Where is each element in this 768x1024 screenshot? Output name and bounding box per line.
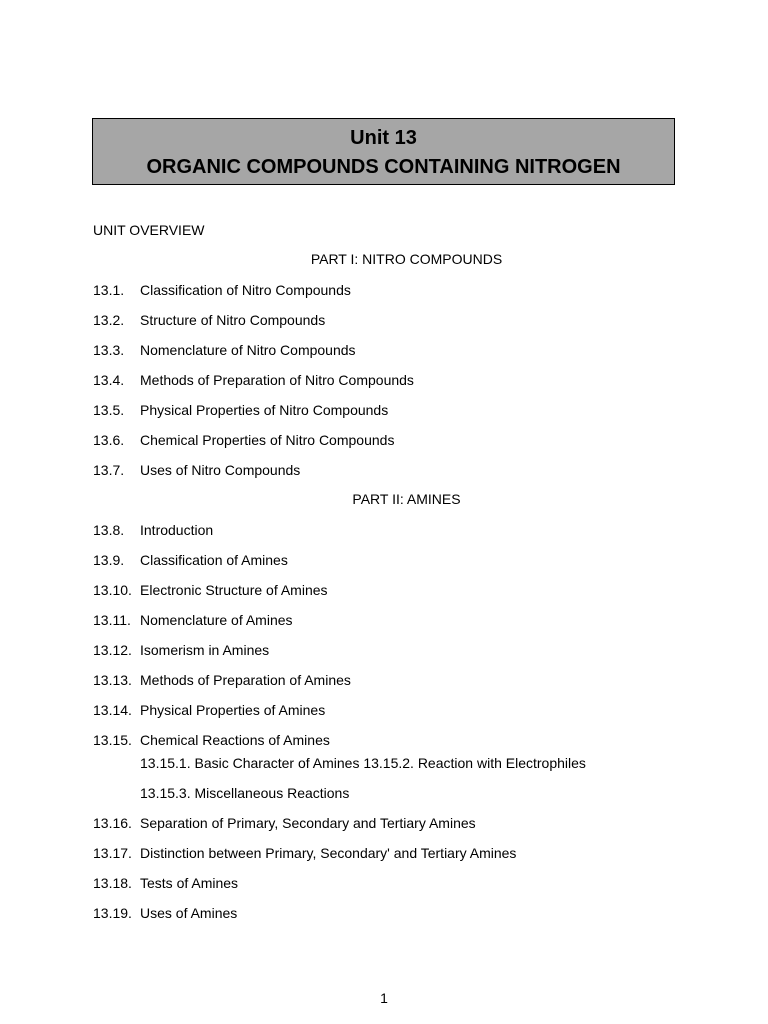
toc-item [93, 581, 328, 599]
toc-item-label: Classification of Amines [140, 552, 288, 568]
toc-item [93, 731, 330, 749]
part-1-heading: PART I: NITRO COMPOUNDS [310, 251, 503, 267]
toc-item-number: 13.13. [93, 672, 132, 688]
part-2-heading: PART II: AMINES [352, 491, 461, 507]
toc-item-number: 13.18. [93, 875, 132, 891]
toc-item [93, 814, 476, 832]
toc-item-number: 13.10. [93, 582, 132, 598]
toc-item [93, 551, 288, 569]
toc-item-number: 13.3. [93, 342, 125, 358]
toc-subitem: 13.15.1. Basic Character of Amines 13.15.2. Reaction with Electrophiles [140, 755, 586, 771]
toc-subitem: 13.15.3. Miscellaneous Reactions [140, 785, 350, 801]
toc-item-label: Electronic Structure of Amines [140, 582, 328, 598]
toc-item-number: 13.1. [93, 282, 125, 298]
unit-overview-label: UNIT OVERVIEW [93, 222, 205, 238]
toc-item-number: 13.2. [93, 312, 125, 328]
toc-item [93, 611, 293, 629]
toc-item [93, 461, 300, 479]
unit-title-box [92, 118, 675, 185]
toc-item-number: 13.4. [93, 372, 125, 388]
toc-item [93, 641, 269, 659]
toc-item [93, 671, 351, 689]
toc-item-label: Nomenclature of Nitro Compounds [140, 342, 356, 358]
toc-item-label: Distinction between Primary, Secondary' and Tertiary Amines [140, 845, 517, 861]
toc-item-number: 13.5. [93, 402, 125, 418]
toc-item [93, 521, 213, 539]
toc-item-label: Structure of Nitro Compounds [140, 312, 326, 328]
toc-item-number: 13.8. [93, 522, 125, 538]
toc-item [93, 431, 394, 449]
toc-item-number: 13.9. [93, 552, 125, 568]
toc-item-label: Uses of Nitro Compounds [140, 462, 301, 478]
toc-item-label: Chemical Reactions of Amines [140, 732, 330, 748]
toc-item-number: 13.15. [93, 732, 132, 748]
toc-item-label: Nomenclature of Amines [140, 612, 293, 628]
toc-item-number: 13.11. [93, 612, 131, 628]
toc-item-number: 13.6. [93, 432, 125, 448]
toc-item-label: Tests of Amines [140, 875, 239, 891]
page-number: 1 [380, 990, 388, 1006]
toc-item-label: Separation of Primary, Secondary and Tertiary Amines [140, 815, 476, 831]
toc-item-number: 13.14. [93, 702, 132, 718]
toc-item-number: 13.12. [93, 642, 132, 658]
toc-item [93, 874, 238, 892]
toc-item-label: Chemical Properties of Nitro Compounds [140, 432, 395, 448]
toc-item-label: Uses of Amines [140, 905, 238, 921]
toc-item-number: 13.19. [93, 905, 132, 921]
toc-item-label: Classification of Nitro Compounds [140, 282, 351, 298]
toc-item [93, 341, 356, 359]
toc-item-number: 13.16. [93, 815, 132, 831]
toc-item [93, 401, 388, 419]
toc-item-label: Physical Properties of Nitro Compounds [140, 402, 389, 418]
toc-item-label: Introduction [140, 522, 214, 538]
toc-item [93, 371, 414, 389]
toc-item-label: Methods of Preparation of Nitro Compounds [140, 372, 414, 388]
toc-item-number: 13.7. [93, 462, 125, 478]
toc-item [93, 281, 351, 299]
toc-item-label: Methods of Preparation of Amines [140, 672, 351, 688]
toc-item-number: 13.17. [93, 845, 132, 861]
unit-number: Unit 13 [350, 127, 417, 149]
toc-item-label: Isomerism in Amines [140, 642, 270, 658]
toc-item [93, 311, 325, 329]
toc-item [93, 701, 325, 719]
toc-item-label: Physical Properties of Amines [140, 702, 326, 718]
unit-title: ORGANIC COMPOUNDS CONTAINING NITROGEN [146, 156, 621, 178]
toc-item [93, 904, 237, 922]
toc-item [93, 844, 516, 862]
